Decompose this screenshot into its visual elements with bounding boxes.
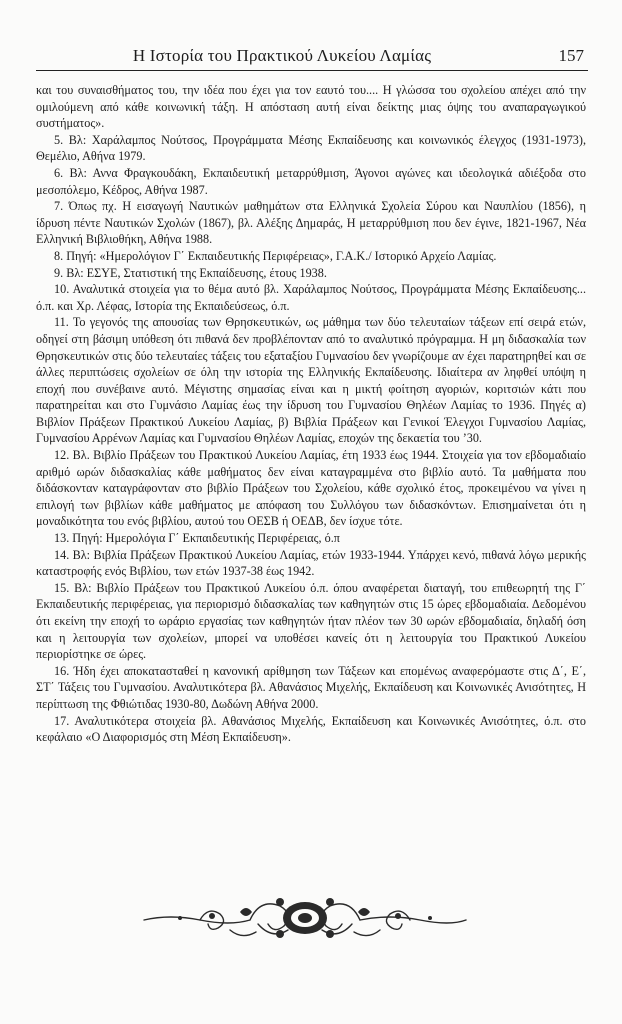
note-8: 8. Πηγή: «Ημερολόγιον Γ΄ Εκπαιδευτικής Περιφέρειας», Γ.Α.Κ./ Ιστορικό Αρχείο Λαμίας. (54, 248, 497, 263)
endnotes (36, 82, 586, 746)
note-5: 5. Βλ: Χαράλαμπος Νούτσος, Προγράμματα Μέσης Εκπαίδευσης και κοινωνικός έλεγχος (1931-1973), Θεμέλιο, Αθήνα 1979. (36, 132, 586, 164)
note-9: 9. Βλ: ΕΣΥΕ, Στατιστική της Εκπαίδευσης, έτους 1938. (54, 265, 327, 280)
header-rule (36, 70, 588, 71)
note-10: 10. Αναλυτικά στοιχεία για το θέμα αυτό βλ. Χαράλαμπος Νούτσος, Προγράμματα Μέσης Εκπαίδευσης... ό.π. και Χρ. Λέφας, Ιστορία της Εκπαιδεύσεως, ό.π. (36, 282, 586, 313)
page-number: 157 (558, 46, 584, 65)
note-13: 13. Πηγή: Ημερολόγια Γ΄ Εκπαιδευτικής Περιφέρειας, ό.π (54, 531, 340, 546)
page-header (36, 46, 588, 72)
note-16: 16. Ήδη έχει αποκατασταθεί η κανονική αρίθμηση των Τάξεων και επομένως αναφερόμαστε στις Δ΄, Ε΄, ΣΤ΄ Τάξεις του Γυμνασίου. Αναλυτικότερα βλ. Αθανάσιος Μιχελής, Εκπαίδευση και Κοινωνικές Ανισότητες, Η περίπτωση της Φθιώτιδας 1930-80, Δωδώνη Αθήνα 2000. (36, 663, 586, 711)
note-continuation: και του συναισθήματος του, την ιδέα που έχει για τον εαυτό του.... Η γλώσσα του σχολείου απέχει από την ομιλούμενη από κάθε κοινωνική τάξη. Η απόσταση αυτή είναι δείκτης μιας όψης του αναπαραγωγικού συστήματος». (36, 83, 586, 131)
note-6: 6. Βλ: Αννα Φραγκουδάκη, Εκπαιδευτική μεταρρύθμιση, Άγονοι αγώνες και ιδεολογικά αδιέξοδα στο μεσοπόλεμο, Κέδρος, Αθήνα 1987. (36, 165, 586, 197)
running-title: Η Ιστορία του Πρακτικού Λυκείου Λαμίας (132, 46, 432, 65)
floral-ornament-icon (140, 890, 470, 946)
note-12: 12. Βλ. Βιβλίο Πράξεων του Πρακτικού Λυκείου Λαμίας, έτη 1933 έως 1944. Στοιχεία για τον εβδομαδιαίο αριθμό ωρών διδασκαλίας κάθε μαθήματος δεν είναι καταγραμμένα στο βιβλίο αυτό. Τα μαθήματα που διδάσκονταν καταγράφονταν στο βιβλίο Πράξεων του Σχολείου, κάθε σχολικό έτος, προκειμένου να γίνει η επιλογή των βιβλίων κάθε μαθήματος με απόφαση του Συλλόγου των διδασκόντων. Επισημαίνεται ότι η μοναδικότητα του ενός βιβλίου, αυτού του ΟΕΣΒ ή ΟΕΔΒ, δεν ίσχυε τότε. (36, 448, 586, 529)
note-14: 14. Βλ: Βιβλία Πράξεων Πρακτικού Λυκείου Λαμίας, ετών 1933-1944. Υπάρχει κενό, πιθανά λόγω μερικής καταστροφής ενός Βιβλίου, των ετών 1937-38 έως 1942. (36, 547, 586, 579)
note-11: 11. Το γεγονός της απουσίας των Θρησκευτικών, ως μάθημα των δύο τελευταίων τάξεων επί σειρά ετών, οδηγεί στη βάσιμη υπόθεση ότι πιθανά δεν προβλέπονταν από το αναλυτικό πρόγραμμα. Η μη διδασκαλία των Θρησκευτικών στις δύο τελευταίες τάξεις του εξαταξίου Γυμνασίου δεν γνωρίζουμε αν έχει παρατηρηθεί και σε άλλες περιπτώσεις σχολείων σε όλη την ιστορία της Ελληνικής Εκπαίδευσης. Ιδιαίτερα αν ληφθεί υπόψη η εποχή που συνέβαινε αυτό. Μέγιστης σημασίας είναι και η μικτή φοίτηση αγοριών, κοριτσιών κάτι που παρατηρείται και στο Γυμνάσιο Λαμίας έως την ίδρυση του Γυμνασίου Θηλέων Λαμίας το 1936. Πηγές α) Βιβλίον Πράξεων Πρακτικού Λυκείου Λαμίας, β) Βιβλία Πράξεων και Γενικοί Έλεγχοι Γυμνασίου Λαμίας, Γυμνασίου Αρρένων Λαμίας και Γυμνασίου Θηλέων Λαμίας, εποχών της δεκαετία του ’30. (36, 315, 586, 446)
note-15: 15. Βλ: Βιβλίο Πράξεων του Πρακτικού Λυκείου ό.π. όπου αναφέρεται διαταγή, του επιθεωρητή της Γ΄ Εκπαιδευτικής περιφέρειας, για περιορισμό διδασκαλίας των καθηγητών στις 15 ώρες εβδομαδιαία. Δεδομένου ότι εκείνη την εποχή το ωράριο εργασίας των καθηγητών ήταν πλέον των 30 ωρών εβδομαδιαία, δηλαδή όση και η λειτουργία των σχολείων, μπορεί να υποθέσει κανείς ότι η λειτουργία του Πρακτικού Λυκείου περιορίστηκε σε ώρες. (36, 580, 586, 662)
note-7: 7. Όπως πχ. Η εισαγωγή Ναυτικών μαθημάτων στα Ελληνικά Σχολεία Σύρου και Ναυπλίου (1856), η ίδρυση πέντε Ναυτικών Σχολών (1867), βλ. Αλέξης Δημαράς, Η μεταρρύθμιση που δεν έγινε, 1821-1967, Νέα Ελληνική Βιβλιοθήκη, Αθήνα 1988. (36, 199, 586, 247)
note-17: 17. Αναλυτικότερα στοιχεία βλ. Αθανάσιος Μιχελής, Εκπαίδευση και Κοινωνικές Ανισότητες, ό.π. στο κεφάλαιο «Ο Διαφορισμός στη Μέση Εκπαίδευση». (36, 713, 586, 745)
